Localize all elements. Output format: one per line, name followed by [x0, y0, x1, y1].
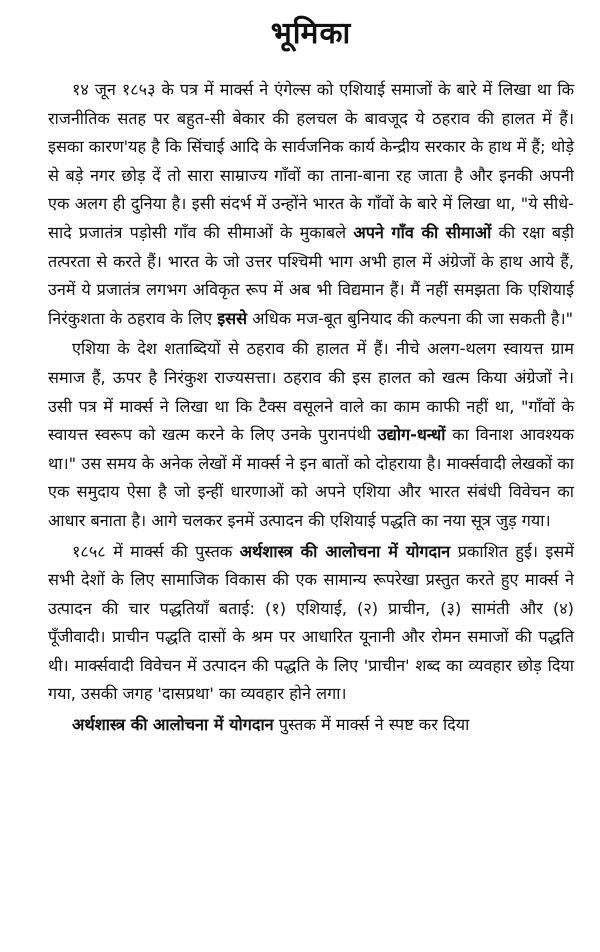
paragraph-4-text: पुस्तक में मार्क्स ने स्पष्ट कर दिया: [273, 715, 470, 735]
paragraph-3-text: १८५८ में मार्क्स की पुस्तक: [72, 541, 240, 561]
paragraph-4: [48, 711, 574, 740]
paragraph-3-text-end: प्रकाशित हुई। इसमें सभी देशों के लिए सामाजिक विकास की एक सामान्य रूपरेखा प्रस्तुत करते हुए मार्क्स ने उत्पादन की चार पद्धतियाँ बताई: (१) एशियाई, (२) प्राचीन, (३) सामंती और (४) पूँजीवादी। प्राचीन पद्धति दासों के श्रम पर आधारित यूनानी और रोमन समाजों की पद्धति थी। मार्क्सवादी विवेचन में उत्पादन की पद्धति के लिए 'प्राचीन' शब्द का व्यवहार छोड़ दिया गया, उसकी जगह 'दासप्रथा' का व्यवहार होने लगा।: [48, 541, 574, 704]
paragraph-2-bold-phrase: उद्योग-धन्धों: [377, 425, 446, 445]
paragraph-1-text-end: अधिक मज-बूत बुनियाद की कल्पना की जा सकती है।": [247, 308, 574, 328]
paragraph-2-text: एशिया के देश शताब्दियों से ठहराव की हालत में हैं। नीचे अलग-थलग स्वायत्त ग्राम समाज हैं, ऊपर है निरंकुश राज्यसत्ता। ठहराव की इस हालत को खत्म किया अंग्रेजों ने। उसी पत्र में मार्क्स ने लिखा था कि टैक्स वसूलने वाले का काम काफी नहीं था, "गाँवों के स्वायत्त स्वरूप को खत्म करने के लिए उनके पुरानपंथी: [48, 339, 574, 445]
paragraph-1-bold-word: इससे: [217, 308, 248, 328]
paragraph-1-text: १४ जून १८५३ के पत्र में मार्क्स ने एंगेल्स को एशियाई समाजों के बारे में लिखा था कि राजनीतिक सतह पर बहुत-सी बेकार की हलचल के बावजूद ये ठहराव की हालत में हैं। इसका कारण'यह है कि सिंचाई आदि के सार्वजनिक कार्य केन्द्रीय सरकार के हाथ में हैं; थोड़े से बड़े नगर छोड़ दें तो सारा साम्राज्य गाँवों का ताना-बाना रह जाता है और इनकी अपनी एक अलग ही दुनिया है। इसी संदर्भ में उन्होंने भारत के गाँवों के बारे में लिखा था, "ये सीधे-सादे प्रजातंत्र पड़ोसी गाँव की सीमाओं के मुकाबले: [48, 80, 574, 242]
paragraph-3-book-title: अर्थशास्त्र की आलोचना में योगदान: [239, 541, 451, 561]
paragraph-1: [48, 76, 574, 333]
page-title: भूमिका: [270, 16, 352, 51]
paragraph-4-book-title: अर्थशास्त्र की आलोचना में योगदान: [72, 715, 274, 735]
paragraph-1-text-continued: की रक्षा बड़ी तत्परता से करते हैं। भारत के जो उत्तर पश्चिमी भाग अभी हाल में अंग्रेजों के हाथ आये हैं, उनमें ये प्रजातंत्र लगभग अविकृत रूप में अब भी विद्यमान हैं। मैं नहीं समझता कि एशियाई निरंकुशता के ठहराव के लिए: [48, 222, 575, 328]
paragraph-3: [48, 538, 574, 710]
paragraph-1-bold-phrase: अपने गाँव की सीमाओं: [353, 222, 492, 242]
paragraph-2: [48, 335, 574, 535]
paragraph-2-text-end: का विनाश आवश्यक था।" उस समय के अनेक लेखों में मार्क्स ने इन बातों को दोहराया है। मार्क्सवादी लेखकों का एक समुदाय ऐसा है जो इन्हीं धारणाओं को अपने एशिया और भारत संबंधी विवेचन का आधार बनाता है। आगे चलकर इनमें उत्पादन की एशियाई पद्धति का नया सूत्र जुड़ गया।: [48, 425, 574, 530]
